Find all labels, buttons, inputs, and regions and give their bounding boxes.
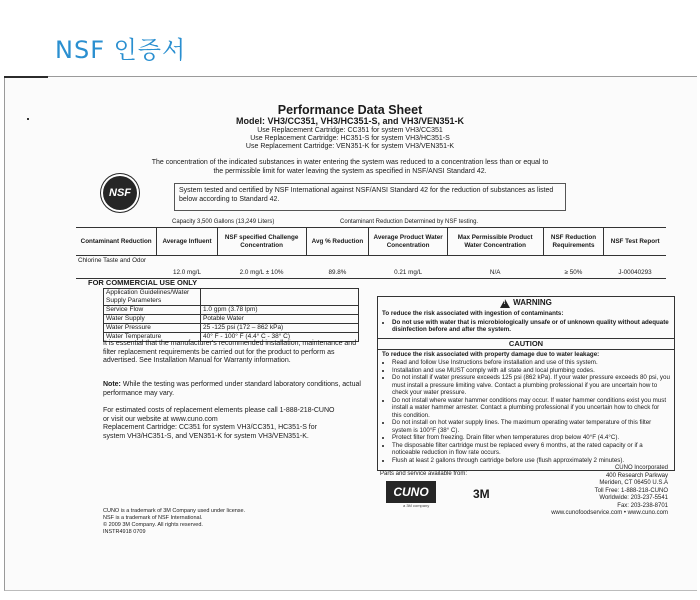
address-block [520, 465, 668, 518]
list-item: • Installation and use MUST comply with all state and local plumbing codes. [392, 367, 670, 375]
table-row [104, 324, 359, 333]
table-cell: 2.0 mg/L ± 10% [217, 256, 306, 279]
list-item: • Read and follow Use Instructions before installation and use of this system. [392, 359, 670, 367]
footer-line: CUNO is a trademark of 3M Company used under license. [103, 508, 246, 514]
cuno-tagline: a 3M company [403, 503, 430, 508]
note-label: Note: [103, 381, 121, 388]
performance-table [76, 227, 666, 279]
concentration-note: The concentration of the indicated substances in water entering the system was reduced to a concentration less than or equal to the permissible limit for water leaving the system as specified in NSF/ANSI Standard 42. [151, 159, 549, 175]
footer-line: © 2009 3M Company. All rights reserved. [103, 522, 203, 528]
spec-value: Potable Water [201, 315, 359, 324]
table-row [104, 306, 359, 315]
spec-label: Water Supply [104, 315, 201, 324]
replacement-line: Use Replacement Cartridge: HC351-S for system VH3/HC351-S [250, 135, 450, 142]
list-item: • Do not use with water that is microbiologically unsafe or of unknown quality without adequate disinfection before and after the system. [392, 319, 670, 334]
table-cell: 89.8% [306, 256, 369, 279]
table-cell: N/A [447, 256, 543, 279]
spec-label: Service Flow [104, 306, 201, 315]
column-header: Contaminant Reduction [76, 228, 157, 256]
spec-label: Water Pressure [104, 324, 201, 333]
3m-logo: 3M [473, 487, 490, 501]
replacement-line: Use Replacement Cartridge: CC351 for system VH3/CC351 [257, 127, 443, 134]
column-header: NSF Reduction Requirements [543, 228, 604, 256]
column-header: Max Permissible Product Water Concentration [447, 228, 543, 256]
costs-line: system VH3/HC351-S, and VEN351-K for system VH3/VEN351-K. [103, 432, 309, 440]
table-row [104, 289, 359, 306]
spec-value [201, 289, 359, 306]
warning-title: WARNING [513, 298, 552, 308]
address-line: Fax: 203-238-8701 [617, 502, 668, 509]
note-paragraph [103, 381, 365, 398]
spec-value: 40° F - 100° F (4.4° C - 38° C) [201, 333, 359, 342]
costs-paragraph [103, 407, 383, 441]
warning-intro: To reduce the risk associated with ingestion of contaminants: [382, 310, 564, 317]
costs-line: or visit our website at www.cuno.com [103, 415, 218, 423]
caution-intro: To reduce the risk associated with property damage due to water leakage: [382, 350, 600, 358]
sheet-title: Performance Data Sheet [277, 103, 423, 117]
warning-box [377, 296, 675, 471]
column-header: Avg % Reduction [306, 228, 369, 256]
address-line: CUNO Incorporated [614, 465, 668, 471]
footer-line: NSF is a trademark of NSF International. [103, 515, 203, 521]
column-header: NSF Test Report [604, 228, 666, 256]
table-cell: 0.21 mg/L [369, 256, 447, 279]
install-paragraph: It is essential that the manufacturer's recommended installation, maintenance and filter replacement requirements be carried out for the product to perform as advertised. See Installation Manual for Warranty information. [103, 340, 357, 364]
table-row [76, 256, 666, 279]
warning-triangle-icon [500, 299, 510, 308]
list-item: • Do not install where water hammer conditions may occur. If water hammer conditions exist you must install a water hammer arrester. Contact a plumbing professional if you uncertain how to check for this condition. [392, 397, 670, 420]
list-item: • Do not install if water pressure exceeds 125 psi (862 kPa). If your water pressure exceeds 80 psi, you must install a pressure limiting valve. Contact a plumbing professional if you are uncertain how to check your water pressure. [392, 374, 670, 397]
corner-line [4, 76, 48, 78]
specs-table [103, 288, 359, 342]
list-item: • Do not install on hot water supply lines. The maximum operating water temperature of this filter system is 100°F (38° C). [392, 419, 670, 434]
address-line: Toll Free: 1-888-218-CUNO [594, 487, 668, 494]
nsf-logo: NSF [103, 176, 137, 210]
costs-line: Replacement Cartridge: CC351 for system VH3/CC351, HC351-S for [103, 424, 317, 431]
parts-service-text: Parts and service available from: [380, 471, 468, 477]
spec-value: 25 -125 psi (172 – 862 kPa) [201, 324, 359, 333]
page-heading: NSF 인증서 [55, 36, 187, 64]
address-line: Meriden, CT 06450 U.S.A [599, 480, 668, 486]
column-header: NSF specified Challenge Concentration [217, 228, 306, 256]
capacity-caption: Capacity 3,500 Gallons (13,249 Liters) [172, 219, 275, 225]
address-line: www.cunofoodservice.com • www.cuno.com [551, 510, 668, 516]
commercial-heading: FOR COMMERCIAL USE ONLY [88, 278, 198, 287]
list-item: • Flush at least 2 gallons through cartridge before use (flush approximately 2 minutes). [392, 457, 670, 465]
list-item: • The disposable filter cartridge must be replaced every 6 months, at the rated capacity or if a noticeable reduction in flow rate occurs. [392, 442, 670, 457]
table-row [104, 315, 359, 324]
certification-box: System tested and certified by NSF International against NSF/ANSI Standard 42 for the reduction of substances as listed below according to Standard 42. [174, 183, 566, 211]
table-cell: ≥ 50% [543, 256, 604, 279]
address-line: Worldwide: 203-237-5541 [599, 495, 668, 501]
note-text: While the testing was performed under standard laboratory conditions, actual performance may vary. [103, 381, 361, 397]
table-cell: J-00040293 [604, 256, 666, 279]
address-line: 400 Research Parkway [605, 472, 668, 479]
caution-list [378, 359, 674, 464]
warning-list [378, 319, 674, 334]
list-item: • Protect filter from freezing. Drain filter when temperatures drop below 40°F (4.4°C). [392, 434, 670, 442]
cuno-logo: CUNO [386, 481, 436, 503]
table-cell: 12.0 mg/L [157, 256, 217, 279]
costs-line: For estimated costs of replacement elements please call 1-888-218-CUNO [103, 407, 335, 414]
reduction-caption: Contaminant Reduction Determined by NSF testing. [340, 219, 479, 225]
footer-line: INSTR4918 0709 [103, 529, 146, 535]
spec-value: 1.0 gpm (3.78 lpm) [201, 306, 359, 315]
column-header: Average Influent [157, 228, 217, 256]
caution-heading: CAUTION [378, 338, 674, 350]
warning-heading [378, 297, 674, 309]
table-header-row [76, 228, 666, 256]
spec-label: Application Guidelines/Water Supply Parameters [104, 289, 201, 306]
replacement-line: Use Replacement Cartridge: VEN351-K for system VH3/VEN351-K [245, 143, 455, 150]
column-header: Average Product Water Concentration [369, 228, 447, 256]
spec-label: Water Temperature [104, 333, 201, 342]
model-line: Model: VH3/CC351, VH3/HC351-S, and VH3/VEN351-K [235, 116, 465, 126]
table-cell: Chlorine Taste and Odor [76, 256, 157, 279]
footer-notes [103, 508, 245, 536]
